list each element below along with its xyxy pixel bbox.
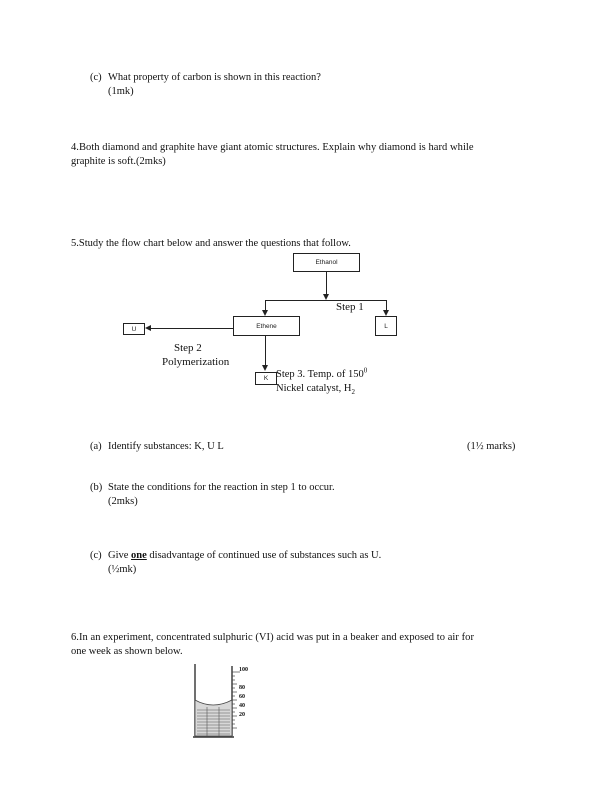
q5a-label: (a) <box>90 441 102 452</box>
q5b-label: (b) <box>90 482 103 493</box>
q5c-text-after: disadvantage of continued use of substances such as U. <box>146 550 382 561</box>
node-k: K <box>255 372 277 385</box>
q6-line2: one week as shown below. <box>71 646 183 657</box>
scale-label-20: 20 <box>239 712 245 718</box>
connector-line <box>265 336 266 366</box>
label-step1: Step 1 <box>336 301 364 313</box>
node-l: L <box>375 316 397 336</box>
q5a-question: Identify substances: K, U L <box>108 441 224 452</box>
connector-line <box>265 300 387 301</box>
label-step3-catalyst <box>276 382 355 395</box>
measuring-cylinder-icon <box>190 662 250 742</box>
q3c-label: (c) <box>90 72 102 83</box>
node-u: U <box>123 323 145 335</box>
connector-line <box>326 272 327 296</box>
q5a-marks: (1½ marks) <box>467 441 516 452</box>
q5b-question: State the conditions for the reaction in step 1 to occur. <box>108 482 335 493</box>
q5b-marks: (2mks) <box>108 496 138 507</box>
h2-subscript: 2 <box>351 388 356 397</box>
arrow-down-icon <box>262 365 268 371</box>
q6-line1: 6.In an experiment, concentrated sulphuric (VI) acid was put in a beaker and exposed to air for <box>71 632 475 643</box>
q5c-question <box>108 549 381 562</box>
q5-intro: 5.Study the flow chart below and answer the questions that follow. <box>71 238 351 249</box>
scale-label-60: 60 <box>239 694 245 700</box>
q5c-text-before: Give <box>108 550 132 561</box>
q5c-label: (c) <box>90 550 102 561</box>
label-step2: Step 2 <box>174 342 202 354</box>
label-step3-conditions <box>276 368 367 381</box>
degree-superscript: 0 <box>363 366 368 375</box>
arrow-left-icon <box>145 325 151 331</box>
label-polymerization: Polymerization <box>162 356 230 368</box>
scale-label-40: 40 <box>239 703 245 709</box>
q3c-marks: (1mk) <box>108 86 134 97</box>
q4-line2: graphite is soft.(2mks) <box>71 156 166 167</box>
node-ethanol: Ethanol <box>293 253 360 272</box>
q5c-emphasis: one <box>131 550 147 561</box>
step3-temp-text: Step 3. Temp. of 150 <box>276 369 364 380</box>
step3-catalyst-text: Nickel catalyst, H <box>276 383 352 394</box>
scale-label-100: 100 <box>239 667 248 673</box>
q4-line1: 4.Both diamond and graphite have giant atomic structures. Explain why diamond is hard while <box>71 142 474 153</box>
q3c-question: What property of carbon is shown in this reaction? <box>108 72 321 83</box>
beaker-illustration <box>190 662 250 742</box>
node-ethene: Ethene <box>233 316 300 336</box>
q5c-marks: (½mk) <box>108 564 137 575</box>
connector-line <box>150 328 233 329</box>
scale-label-80: 80 <box>239 685 245 691</box>
